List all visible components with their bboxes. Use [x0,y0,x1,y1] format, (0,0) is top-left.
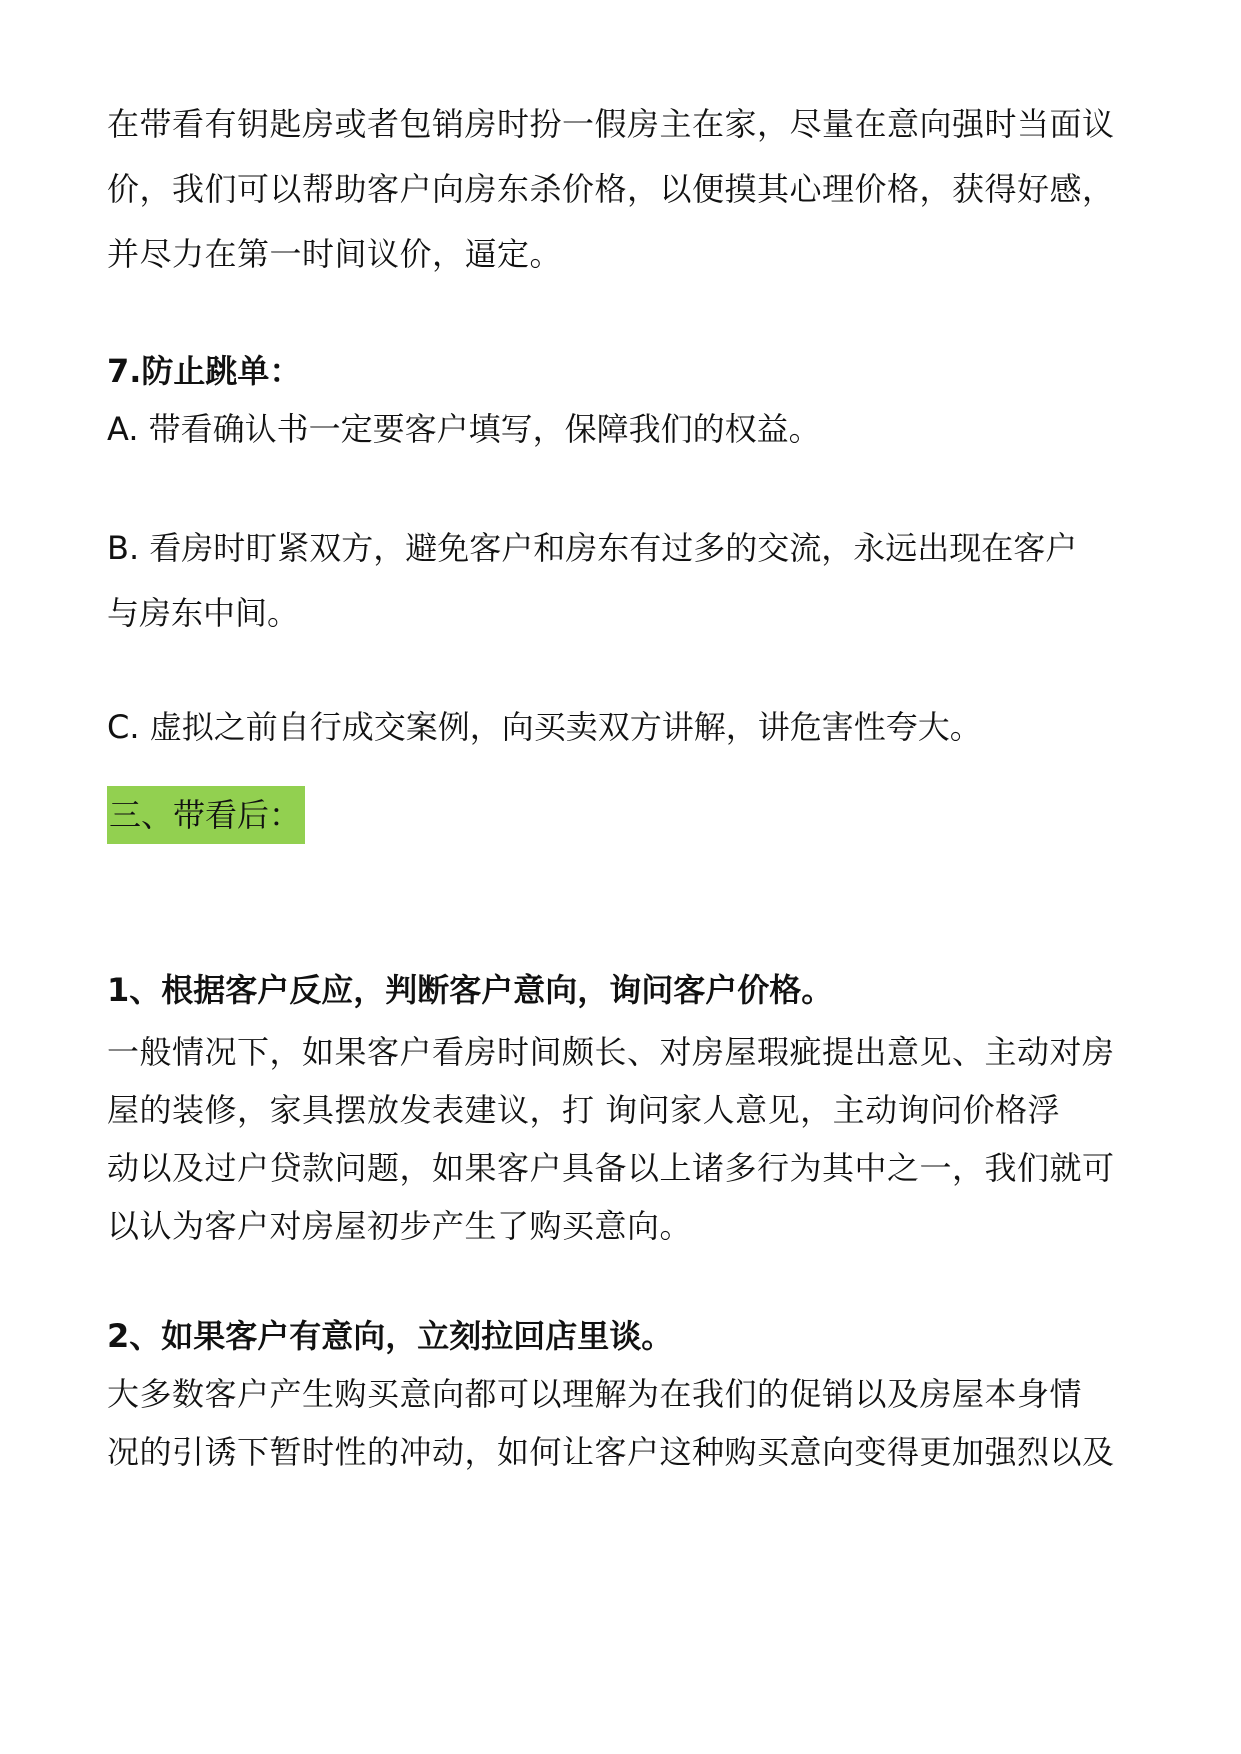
section-3-heading [107,786,1147,844]
section-7-title: 7.防止跳单： [107,352,302,390]
spacer [107,646,1147,698]
point-2-line: 况的引诱下暂时性的冲动，如何让客户这种购买意向变得更加强烈以及 [107,1433,1115,1471]
spacer [107,458,1147,516]
document-page [107,92,1147,1481]
point-1-line: 屋的装修，家具摆放发表建议，打 询问家人意见，主动询问价格浮 [107,1091,1061,1129]
point-1-line: 一般情况下，如果客户看房时间颇长、对房屋瑕疵提出意见、主动对房 [107,1033,1115,1071]
list-item-b [107,516,1147,646]
list-item-c: C. 虚拟之前自行成交案例，向买卖双方讲解，讲危害性夸大。 [107,708,982,746]
list-item-a: A. 带看确认书一定要客户填写，保障我们的权益。 [107,410,821,448]
point-2-line: 大多数客户产生购买意向都可以理解为在我们的促销以及房屋本身情 [107,1375,1083,1413]
list-item-b-line: B. 看房时盯紧双方，避免客户和房东有过多的交流，永远出现在客户 [107,529,1078,567]
point-2-paragraph [107,1365,1147,1481]
intro-paragraph [107,92,1147,287]
point-1-line: 以认为客户对房屋初步产生了购买意向。 [107,1207,693,1245]
spacer [107,756,1147,786]
point-1-paragraph [107,1023,1147,1255]
point-1-line: 动以及过户贷款问题，如果客户具备以上诸多行为其中之一，我们就可 [107,1149,1115,1187]
spacer [107,844,1147,958]
list-item-b-line: 与房东中间。 [107,594,300,632]
intro-line: 在带看有钥匙房或者包销房时扮一假房主在家，尽量在意向强时当面议 [107,105,1115,143]
spacer [107,287,1147,342]
spacer [107,1255,1147,1307]
intro-line: 并尽力在第一时间议价，逼定。 [107,235,563,273]
intro-line: 价，我们可以帮助客户向房东杀价格，以便摸其心理价格，获得好感， [107,170,1115,208]
point-1-title: 1、根据客户反应，判断客户意向，询问客户价格。 [107,971,834,1009]
point-2-title: 2、如果客户有意向，立刻拉回店里谈。 [107,1317,674,1355]
highlighted-section-label: 三、带看后： [107,786,305,844]
